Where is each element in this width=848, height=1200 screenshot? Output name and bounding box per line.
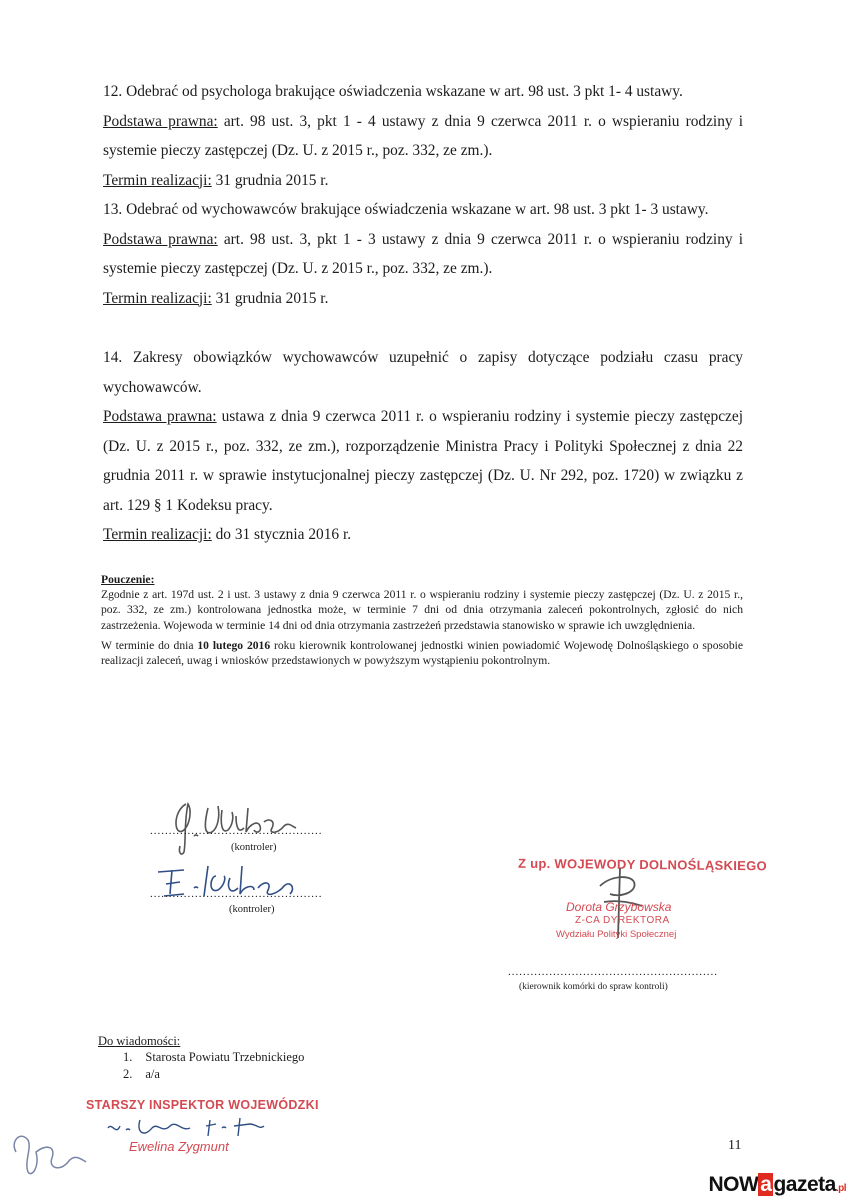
stamp-signatory-name: Dorota Grzybowska (566, 900, 672, 914)
distribution-item-2: 2. a/a (123, 1067, 160, 1081)
deadline (103, 166, 743, 196)
recommendation-14 (103, 343, 743, 550)
margin-initials (6, 1122, 96, 1182)
legal-basis-label: Podstawa prawna: (103, 112, 218, 130)
controller-1-caption: (kontroler) (231, 842, 277, 853)
inspector-stamp-name: Ewelina Zygmunt (129, 1139, 229, 1154)
recommendation-13 (103, 195, 743, 313)
controller-2-caption: (kontroler) (229, 904, 275, 915)
deadline-label: Termin realizacji: (103, 289, 212, 307)
nowa-gazeta-logo: NOWagazeta.pl (708, 1173, 846, 1196)
legal-basis (103, 225, 743, 284)
deadline (103, 520, 743, 550)
deadline-text: do 31 stycznia 2016 r. (211, 526, 352, 543)
legal-basis-label: Podstawa prawna: (103, 408, 217, 425)
manager-caption: (kierownik komórki do spraw kontroli) (519, 982, 668, 992)
deadline-label: Termin realizacji: (103, 526, 212, 543)
controller-2-dots: .............................................. (150, 888, 323, 900)
distribution-heading: Do wiadomości: (98, 1034, 181, 1048)
notice-heading: Pouczenie: (101, 573, 155, 586)
notice-text: Zgodnie z art. 197d ust. 2 i ust. 3 ustawy z dnia 9 czerwca 2011 r. o wspieraniu rodziny i systemie pieczy zastępczej (Dz. U. z 2015 r., poz. 332, ze zm.) kontrolowana jednostka może, w terminie 7 dni od dnia otrzymania zaleceń pokontrolnych, zgłosić do nich zastrzeżenia. Wojewoda w terminie 14 dni od dnia otrzymania zastrzeżeń przedstawia stanowisko w sprawie ich uwzględnienia. (101, 588, 743, 632)
notice-section (101, 572, 743, 668)
recommendation-text: 13. Odebrać od wychowawców brakujące oświadczenia wskazane w art. 98 ust. 3 pkt 1- 3 ustawy. (103, 201, 709, 218)
deadline-text: 31 grudnia 2015 r. (211, 289, 329, 307)
recommendation-12 (103, 77, 743, 195)
distribution-item-1: 1. Starosta Powiatu Trzebnickiego (123, 1050, 305, 1064)
legal-basis-label: Podstawa prawna: (103, 230, 218, 248)
page-number: 11 (728, 1138, 742, 1153)
stamp-department: Wydziału Polityki Społecznej (556, 929, 677, 940)
controller-1-dots: .............................................. (150, 825, 323, 837)
notice-deadline-date: 10 lutego 2016 (197, 638, 271, 652)
deadline-text: 31 grudnia 2015 r. (211, 171, 329, 189)
deadline (103, 284, 743, 314)
legal-basis-text: art. 98 ust. 3, pkt 1 - 4 ustawy z dnia 9 czerwca 2011 r. o wspieraniu rodziny i systemie pieczy zastępczej (Dz. U. z 2015 r., poz. 332, ze zm.). (103, 112, 743, 159)
recommendation-text: 14. Zakresy obowiązków wychowawców uzupełnić o zapisy dotyczące podziału czasu pracy wychowawców. (103, 349, 743, 396)
legal-basis (103, 107, 743, 166)
legal-basis-text: ustawa z dnia 9 czerwca 2011 r. o wspieraniu rodziny i systemie pieczy zastępczej (Dz. U. z 2015 r., poz. 332, ze zm.), rozporządzenie Ministra Pracy i Polityki Społecznej z dnia 22 grudnia 2011 r. w sprawie instytucjonalnej pieczy zastępczej (Dz. U. Nr 292, poz. 1720) w związku z art. 129 § 1 Kodeksu pracy. (103, 408, 743, 514)
legal-basis-text: art. 98 ust. 3, pkt 1 - 3 ustawy z dnia 9 czerwca 2011 r. o wspieraniu rodziny i systemie pieczy zastępczej (Dz. U. z 2015 r., poz. 332, ze zm.). (103, 230, 743, 277)
approval-stamp-header: Z up. WOJEWODY DOLNOŚLĄSKIEGO (517, 855, 768, 874)
inspector-stamp-title: STARSZY INSPEKTOR WOJEWÓDZKI (86, 1098, 319, 1112)
legal-basis (103, 402, 743, 520)
notice-deadline: W terminie do dnia 10 lutego 2016 roku kierownik kontrolowanej jednostki winien powiadomić Wojewodę Dolnośląskiego o sposobie realizacji zaleceń, uwag i wniosków przedstawionych w powyższym wystąpieniu pokontrolnym. (101, 638, 743, 668)
stamp-signatory-title: Z-CA DYREKTORA (575, 915, 670, 926)
recommendation-text: 12. Odebrać od psychologa brakujące oświadczenia wskazane w art. 98 ust. 3 pkt 1- 4 ustawy. (103, 83, 683, 100)
deadline-label: Termin realizacji: (103, 171, 212, 189)
manager-dots: ........................................................ (508, 966, 718, 978)
